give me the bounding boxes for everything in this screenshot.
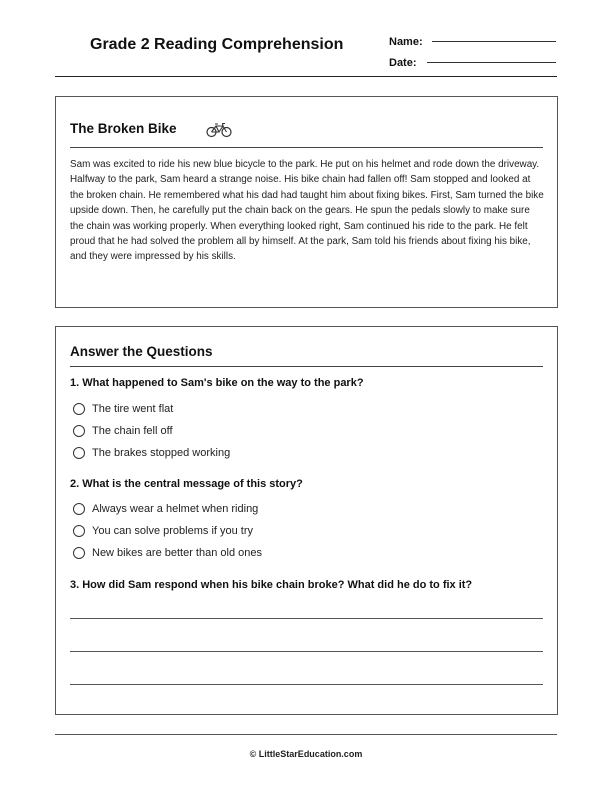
questions-panel [55, 326, 558, 715]
radio-button[interactable] [73, 547, 85, 559]
option-label: You can solve problems if you try [92, 525, 254, 537]
story-text: Sam was excited to ride his new blue bicycle to the park. He put on his helmet and rode down the driveway. Halfway to the park, Sam heard a strange noise. His bike chain had fallen off! Sam stopped and looked at the broken chain. He remembered what his dad had taught him about fixing bikes. First, Sam turned the bike upside down. Then, he carefully put the chain back on the gears. He spun the pedals slowly to make sure the chain was working properly. When everything looked right, Sam continued his ride to the park. He felt proud that he had solved the problem all by himself. At the park, Sam told his friends about fixing his bike, and they were impressed by his skills. [70, 159, 544, 263]
radio-button[interactable] [73, 525, 85, 537]
question-3: 3. How did Sam respond when his bike chain broke? What did he do to fix it? [70, 579, 473, 591]
radio-button[interactable] [73, 503, 85, 515]
option-label: New bikes are better than old ones [92, 547, 262, 559]
story-title-divider [70, 147, 543, 148]
worksheet-header [55, 28, 557, 76]
question-2: 2. What is the central message of this story? [70, 478, 303, 490]
answer-line[interactable] [70, 684, 543, 685]
date-label: Date: [389, 57, 417, 69]
option-label: Always wear a helmet when riding [92, 503, 259, 515]
question-1: 1. What happened to Sam's bike on the way to the park? [70, 377, 364, 389]
option-label: The tire went flat [92, 403, 174, 415]
answer-line[interactable] [70, 618, 543, 619]
date-line[interactable] [427, 62, 556, 63]
option-label: The chain fell off [92, 425, 173, 437]
header-divider [55, 76, 557, 77]
radio-button[interactable] [73, 447, 85, 459]
questions-heading: Answer the Questions [70, 344, 213, 359]
footer-copyright: © LittleStarEducation.com [249, 749, 363, 759]
story-panel [55, 96, 558, 308]
name-field[interactable] [389, 36, 423, 48]
option-label: The brakes stopped working [92, 447, 231, 459]
radio-button[interactable] [73, 403, 85, 415]
questions-heading-divider [70, 366, 543, 367]
name-line[interactable] [432, 41, 556, 42]
name-label: Name: [389, 36, 423, 48]
answer-line[interactable] [70, 651, 543, 652]
bicycle-icon [206, 122, 232, 138]
radio-button[interactable] [73, 425, 85, 437]
footer-divider [55, 734, 557, 735]
date-field[interactable] [389, 57, 417, 69]
worksheet-title: Grade 2 Reading Comprehension [90, 36, 344, 53]
story-title: The Broken Bike [70, 121, 177, 136]
